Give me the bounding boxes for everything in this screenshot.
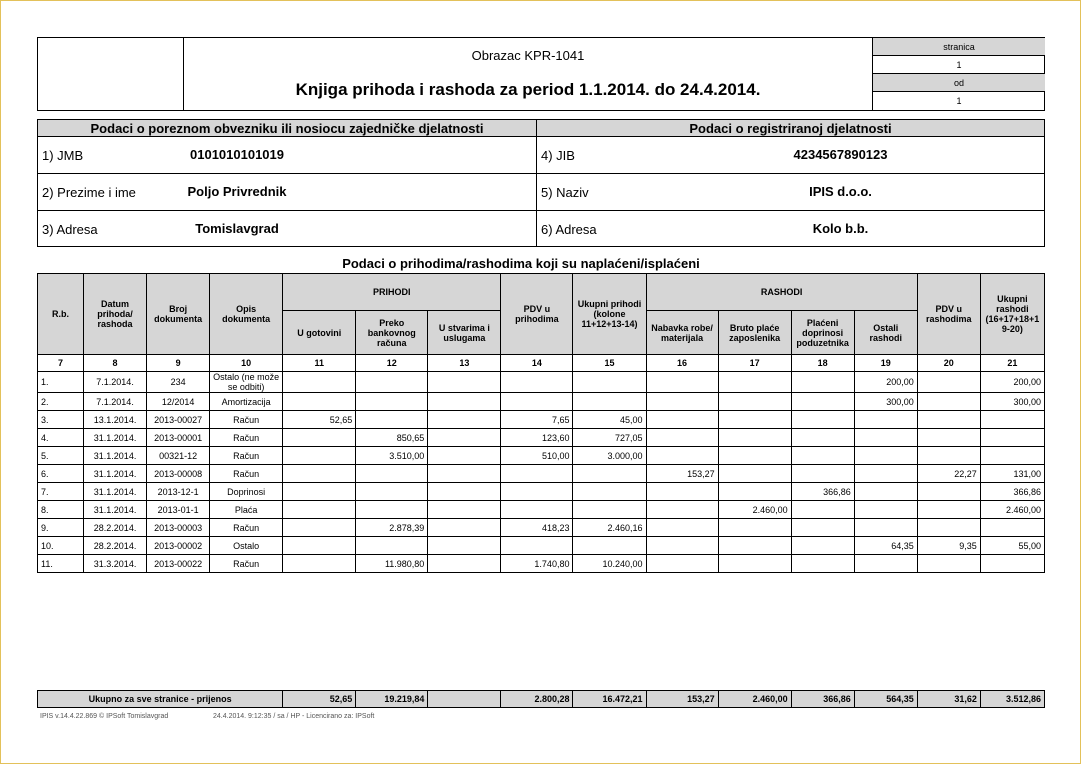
cell-c17 (718, 483, 791, 501)
cell-broj: 2013-12-1 (147, 483, 210, 501)
cell-c17 (718, 465, 791, 483)
cell-c19 (854, 411, 917, 429)
cell-c14 (501, 372, 573, 393)
cell-opis: Ostalo (ne može se odbiti) (210, 372, 283, 393)
page-label: stranica (873, 38, 1045, 56)
total-c15: 16.472,21 (573, 691, 646, 708)
col-opis: Opis dokumenta (210, 274, 283, 355)
cell-c14 (501, 393, 573, 411)
cell-c21 (980, 447, 1044, 465)
cell-c14: 510,00 (501, 447, 573, 465)
group-prihodi: PRIHODI (283, 274, 501, 311)
total-c21: 3.512,86 (980, 691, 1044, 708)
cell-c21: 2.460,00 (980, 501, 1044, 519)
cell-rb: 11. (38, 555, 84, 573)
column-number: 7 (38, 355, 84, 372)
cell-c15: 727,05 (573, 429, 646, 447)
table-row (38, 519, 1045, 537)
ledger-table (37, 273, 1045, 573)
cell-opis: Račun (210, 429, 283, 447)
cell-datum: 7.1.2014. (84, 372, 147, 393)
jmb-label: 1) JMB (42, 148, 84, 163)
jib-value: 4234567890123 (793, 147, 888, 162)
cell-c18 (791, 429, 854, 447)
cell-datum: 13.1.2014. (84, 411, 147, 429)
column-number: 15 (573, 355, 646, 372)
column-number: 16 (646, 355, 718, 372)
column-number: 17 (718, 355, 791, 372)
cell-c19 (854, 447, 917, 465)
column-number: 12 (356, 355, 428, 372)
total-c18: 366,86 (791, 691, 854, 708)
footer-timestamp: 24.4.2014. 9:12:35 / sa / HP - Licencirano za: IPSoft (213, 713, 375, 720)
cell-c14: 123,60 (501, 429, 573, 447)
column-number: 11 (283, 355, 356, 372)
cell-c20 (917, 429, 980, 447)
cell-opis: Račun (210, 555, 283, 573)
cell-c15 (573, 537, 646, 555)
cell-c11 (283, 465, 356, 483)
totals-label: Ukupno za sve stranice - prijenos (38, 691, 283, 708)
total-c19: 564,35 (854, 691, 917, 708)
cell-c14: 1.740,80 (501, 555, 573, 573)
cell-datum: 7.1.2014. (84, 393, 147, 411)
cell-datum: 31.1.2014. (84, 501, 147, 519)
jmb-row (38, 137, 536, 174)
of-value: 1 (956, 96, 962, 106)
cell-c15: 10.240,00 (573, 555, 646, 573)
cell-c13 (428, 447, 501, 465)
cell-c17 (718, 519, 791, 537)
report-title: Knjiga prihoda i rashoda za period 1.1.2014. do 24.4.2014. (295, 80, 761, 99)
cell-rb: 3. (38, 411, 84, 429)
business-heading: Podaci o registriranoj djelatnosti (537, 120, 1044, 137)
cell-c13 (428, 393, 501, 411)
cell-c12 (356, 483, 428, 501)
totals-table (37, 690, 1045, 708)
cell-c21: 300,00 (980, 393, 1044, 411)
col-bruto: Bruto plaće zaposlenika (718, 311, 791, 355)
cell-c18 (791, 519, 854, 537)
cell-rb: 1. (38, 372, 84, 393)
cell-broj: 234 (147, 372, 210, 393)
cell-rb: 10. (38, 537, 84, 555)
col-ostali: Ostali rashodi (854, 311, 917, 355)
cell-c19: 300,00 (854, 393, 917, 411)
cell-c11 (283, 393, 356, 411)
cell-datum: 31.1.2014. (84, 483, 147, 501)
total-c17: 2.460,00 (718, 691, 791, 708)
col-ukupni-prihodi: Ukupni prihodi (kolone 11+12+13-14) (573, 274, 646, 355)
table-row (38, 429, 1045, 447)
cell-broj: 12/2014 (147, 393, 210, 411)
cell-rb: 6. (38, 465, 84, 483)
cell-c20 (917, 411, 980, 429)
cell-broj: 2013-00008 (147, 465, 210, 483)
cell-c18 (791, 537, 854, 555)
total-c12: 19.219,84 (356, 691, 428, 708)
total-c20: 31,62 (917, 691, 980, 708)
cell-c12: 2.878,39 (356, 519, 428, 537)
cell-c12 (356, 501, 428, 519)
cell-datum: 31.1.2014. (84, 429, 147, 447)
total-c16: 153,27 (646, 691, 718, 708)
cell-c11 (283, 372, 356, 393)
cell-c20 (917, 372, 980, 393)
cell-c13 (428, 483, 501, 501)
cell-c20 (917, 447, 980, 465)
cell-c16 (646, 483, 718, 501)
cell-c13 (428, 465, 501, 483)
cell-opis: Doprinosi (210, 483, 283, 501)
company-address-row (537, 211, 1044, 248)
cell-c18 (791, 465, 854, 483)
cell-c13 (428, 372, 501, 393)
cell-c15 (573, 393, 646, 411)
cell-c20 (917, 519, 980, 537)
logo-area (38, 38, 184, 110)
column-number: 19 (854, 355, 917, 372)
total-c11: 52,65 (283, 691, 356, 708)
cell-c17 (718, 372, 791, 393)
cell-c18 (791, 555, 854, 573)
cell-c21 (980, 519, 1044, 537)
cell-broj: 2013-00003 (147, 519, 210, 537)
column-number: 21 (980, 355, 1044, 372)
col-ukupni-rashodi: Ukupni rashodi (16+17+18+1 9-20) (980, 274, 1044, 355)
col-bankovni: Preko bankovnog računa (356, 311, 428, 355)
cell-c21 (980, 411, 1044, 429)
cell-c20 (917, 501, 980, 519)
cell-rb: 8. (38, 501, 84, 519)
col-doprinosi: Plaćeni doprinosi poduzetnika (791, 311, 854, 355)
table-row (38, 372, 1045, 393)
cell-c19 (854, 483, 917, 501)
cell-c15 (573, 483, 646, 501)
col-nabavka: Nabavka robe/ materijala (646, 311, 718, 355)
cell-opis: Račun (210, 411, 283, 429)
name-row (38, 174, 536, 211)
page-info (872, 38, 1044, 110)
cell-opis: Plaća (210, 501, 283, 519)
cell-broj: 00321-12 (147, 447, 210, 465)
cell-c21 (980, 555, 1044, 573)
cell-c17 (718, 447, 791, 465)
cell-c17 (718, 393, 791, 411)
table-row (38, 447, 1045, 465)
cell-c15 (573, 465, 646, 483)
jib-label: 4) JIB (541, 148, 575, 163)
cell-datum: 31.1.2014. (84, 447, 147, 465)
cell-c14 (501, 537, 573, 555)
col-pdv-rashodi: PDV u rashodima (917, 274, 980, 355)
cell-c16 (646, 555, 718, 573)
jib-row (537, 137, 1044, 174)
company-name-value: IPIS d.o.o. (809, 184, 872, 199)
column-number: 20 (917, 355, 980, 372)
cell-c18 (791, 372, 854, 393)
cell-c15 (573, 372, 646, 393)
cell-c15: 45,00 (573, 411, 646, 429)
cell-c16 (646, 537, 718, 555)
cell-c15: 3.000,00 (573, 447, 646, 465)
col-rb: R.b. (38, 274, 84, 355)
company-address-value: Kolo b.b. (812, 221, 869, 236)
cell-datum: 31.3.2014. (84, 555, 147, 573)
cell-c18 (791, 447, 854, 465)
cell-c18 (791, 393, 854, 411)
col-broj: Broj dokumenta (147, 274, 210, 355)
cell-c12: 850,65 (356, 429, 428, 447)
cell-c19 (854, 429, 917, 447)
col-pdv-prihodi: PDV u prihodima (501, 274, 573, 355)
company-name-row (537, 174, 1044, 211)
cell-c14 (501, 483, 573, 501)
cell-rb: 7. (38, 483, 84, 501)
cell-c20 (917, 393, 980, 411)
cell-opis: Račun (210, 465, 283, 483)
cell-c18 (791, 411, 854, 429)
page-value: 1 (873, 56, 1045, 74)
cell-c20: 9,35 (917, 537, 980, 555)
col-stvari: U stvarima i uslugama (428, 311, 501, 355)
cell-c21 (980, 429, 1044, 447)
cell-c12: 11.980,80 (356, 555, 428, 573)
cell-c14 (501, 465, 573, 483)
form-name: Obrazac KPR-1041 (471, 48, 585, 63)
cell-c19 (854, 519, 917, 537)
footer-version: IPIS v.14.4.22.869 © IPSoft Tomislavgrad (40, 713, 169, 720)
cell-c17 (718, 537, 791, 555)
totals-row (38, 691, 1045, 708)
cell-rb: 2. (38, 393, 84, 411)
column-number: 8 (84, 355, 147, 372)
cell-c13 (428, 429, 501, 447)
cell-c12: 3.510,00 (356, 447, 428, 465)
table-row (38, 465, 1045, 483)
cell-broj: 2013-00002 (147, 537, 210, 555)
cell-c11 (283, 447, 356, 465)
column-number: 18 (791, 355, 854, 372)
cell-c21: 366,86 (980, 483, 1044, 501)
cell-c21: 200,00 (980, 372, 1044, 393)
table-row (38, 537, 1045, 555)
table-row (38, 555, 1045, 573)
cell-c11 (283, 483, 356, 501)
column-number: 14 (501, 355, 573, 372)
cell-c13 (428, 411, 501, 429)
of-label: od (873, 74, 1045, 92)
cell-c11 (283, 429, 356, 447)
cell-c19: 64,35 (854, 537, 917, 555)
cell-c14: 7,65 (501, 411, 573, 429)
cell-datum: 28.2.2014. (84, 537, 147, 555)
cell-opis: Račun (210, 447, 283, 465)
cell-datum: 31.1.2014. (84, 465, 147, 483)
cell-c11 (283, 537, 356, 555)
cell-c12 (356, 411, 428, 429)
cell-datum: 28.2.2014. (84, 519, 147, 537)
cell-c11 (283, 555, 356, 573)
cell-c13 (428, 519, 501, 537)
name-value: Poljo Privrednik (187, 184, 287, 199)
cell-broj: 2013-00022 (147, 555, 210, 573)
address-row (38, 211, 536, 248)
cell-c19: 200,00 (854, 372, 917, 393)
cell-rb: 4. (38, 429, 84, 447)
cell-opis: Račun (210, 519, 283, 537)
col-datum: Datum prihoda/ rashoda (84, 274, 147, 355)
cell-c12 (356, 465, 428, 483)
cell-broj: 2013-01-1 (147, 501, 210, 519)
table-row (38, 411, 1045, 429)
taxpayer-panel (38, 120, 537, 246)
company-address-label: 6) Adresa (541, 222, 597, 237)
column-number: 13 (428, 355, 501, 372)
report-header (37, 37, 1045, 111)
jmb-value: 0101010101019 (190, 147, 284, 162)
cell-c11 (283, 519, 356, 537)
cell-broj: 2013-00001 (147, 429, 210, 447)
cell-c12 (356, 393, 428, 411)
cell-c17 (718, 555, 791, 573)
group-rashodi: RASHODI (646, 274, 917, 311)
cell-c11: 52,65 (283, 411, 356, 429)
cell-c17 (718, 429, 791, 447)
cell-c14: 418,23 (501, 519, 573, 537)
cell-c12 (356, 372, 428, 393)
address-label: 3) Adresa (42, 222, 98, 237)
cell-c20 (917, 483, 980, 501)
table-row (38, 393, 1045, 411)
table-row (38, 483, 1045, 501)
cell-c17: 2.460,00 (718, 501, 791, 519)
cell-c16 (646, 393, 718, 411)
column-number: 10 (210, 355, 283, 372)
column-number: 9 (147, 355, 210, 372)
cell-c13 (428, 501, 501, 519)
cell-rb: 5. (38, 447, 84, 465)
cell-rb: 9. (38, 519, 84, 537)
cell-c16 (646, 429, 718, 447)
cell-c11 (283, 501, 356, 519)
cell-c13 (428, 537, 501, 555)
cell-c16 (646, 411, 718, 429)
cell-c20: 22,27 (917, 465, 980, 483)
info-section (37, 119, 1045, 247)
cell-c16 (646, 372, 718, 393)
cell-c21: 55,00 (980, 537, 1044, 555)
total-c14: 2.800,28 (501, 691, 573, 708)
cell-c16 (646, 519, 718, 537)
business-panel (537, 120, 1044, 246)
cell-c14 (501, 501, 573, 519)
cell-c15: 2.460,16 (573, 519, 646, 537)
address-value: Tomislavgrad (195, 221, 279, 236)
cell-c15 (573, 501, 646, 519)
cell-c16 (646, 501, 718, 519)
cell-c12 (356, 537, 428, 555)
cell-opis: Amortizacija (210, 393, 283, 411)
cell-c18 (791, 501, 854, 519)
cell-c16 (646, 447, 718, 465)
cell-opis: Ostalo (210, 537, 283, 555)
cell-c18: 366,86 (791, 483, 854, 501)
cell-c19 (854, 465, 917, 483)
table-row (38, 501, 1045, 519)
section-title: Podaci o prihodima/rashodima koji su naplaćeni/isplaćeni (342, 256, 700, 271)
cell-c19 (854, 501, 917, 519)
col-gotovini: U gotovini (283, 311, 356, 355)
total-c13 (428, 691, 501, 708)
cell-c20 (917, 555, 980, 573)
cell-broj: 2013-00027 (147, 411, 210, 429)
cell-c21: 131,00 (980, 465, 1044, 483)
company-name-label: 5) Naziv (541, 185, 589, 200)
cell-c19 (854, 555, 917, 573)
taxpayer-heading: Podaci o poreznom obvezniku ili nosiocu zajedničke djelatnosti (38, 120, 536, 137)
cell-c13 (428, 555, 501, 573)
name-label: 2) Prezime i ime (42, 185, 136, 200)
column-number-row (38, 355, 1045, 372)
cell-c17 (718, 411, 791, 429)
cell-c16: 153,27 (646, 465, 718, 483)
